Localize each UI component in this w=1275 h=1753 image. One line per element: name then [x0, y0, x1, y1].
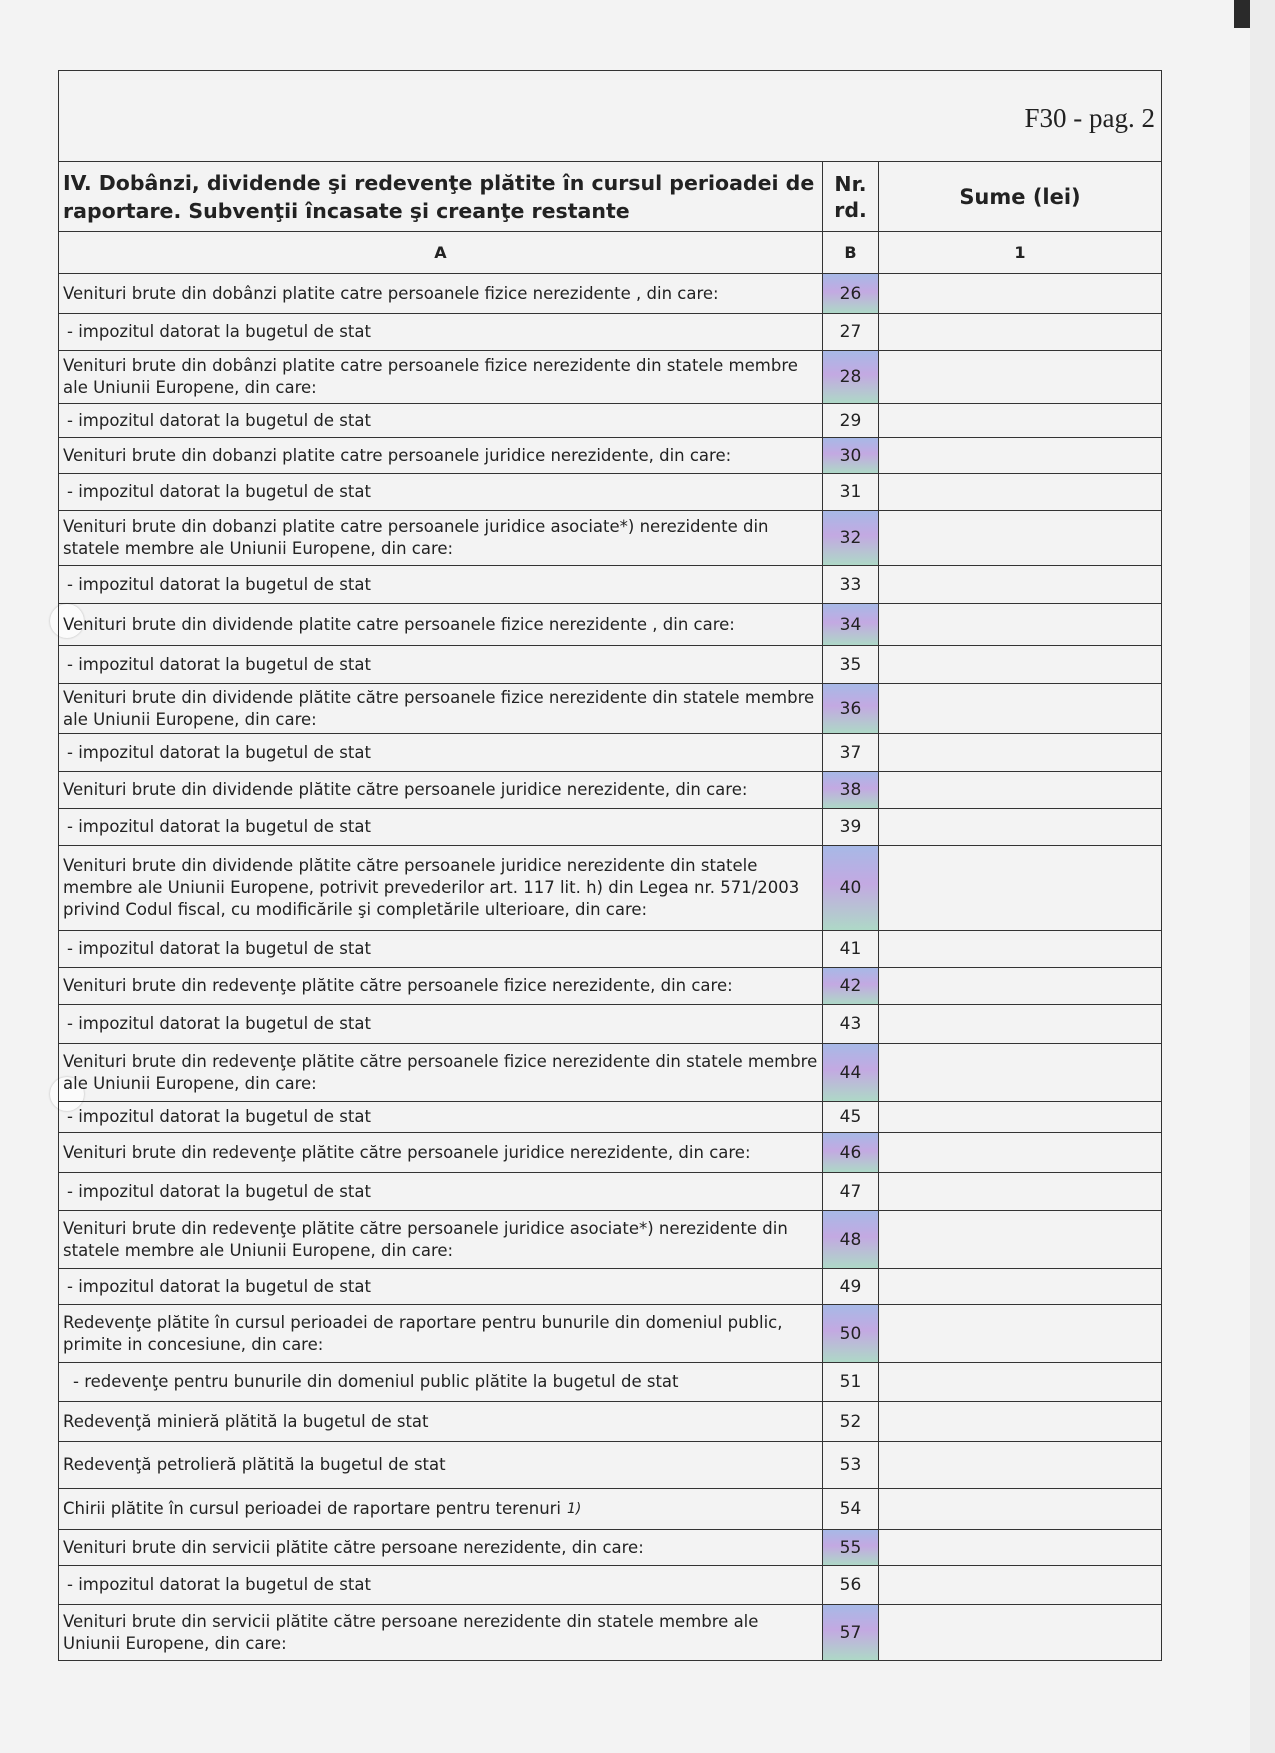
table-row	[59, 1211, 1161, 1269]
table-row	[59, 734, 1161, 772]
amount-cell[interactable]	[879, 314, 1161, 350]
amount-cell[interactable]	[879, 474, 1161, 510]
amount-cell[interactable]	[879, 511, 1161, 565]
row-label	[59, 809, 823, 845]
amount-cell[interactable]	[879, 566, 1161, 603]
row-label	[59, 1566, 823, 1604]
footnote-marker: 1)	[567, 1501, 582, 1517]
row-label-text: - impozitul datorat la bugetul de stat	[67, 1575, 371, 1594]
row-number: 52	[823, 1402, 879, 1441]
row-number: 33	[823, 566, 879, 603]
amount-cell[interactable]	[879, 351, 1161, 403]
table-row	[59, 1566, 1161, 1605]
row-label-text: Redevenţă minieră plătită la bugetul de stat	[63, 1411, 429, 1431]
row-label-text: - impozitul datorat la bugetul de stat	[67, 482, 371, 501]
sum-column-header: Sume (lei)	[959, 184, 1081, 209]
table-row	[59, 1305, 1161, 1363]
row-label	[59, 646, 823, 683]
row-label	[59, 1133, 823, 1172]
row-label-text: - impozitul datorat la bugetul de stat	[67, 654, 371, 674]
row-label	[59, 474, 823, 510]
row-number: 43	[823, 1005, 879, 1043]
column-letter-b: B	[823, 232, 879, 273]
row-number: 30	[823, 438, 879, 473]
form-f30-page	[58, 70, 1162, 1661]
amount-cell[interactable]	[879, 646, 1161, 683]
table-row	[59, 1269, 1161, 1305]
table-row	[59, 1489, 1161, 1530]
row-label-text: - impozitul datorat la bugetul de stat	[67, 1014, 371, 1033]
amount-cell[interactable]	[879, 1005, 1161, 1043]
table-row	[59, 1605, 1161, 1660]
row-label	[59, 1044, 823, 1101]
table-row	[59, 1102, 1161, 1133]
row-number: 56	[823, 1566, 879, 1604]
row-label	[59, 1605, 823, 1660]
row-number: 32	[823, 511, 879, 565]
row-number: 34	[823, 604, 879, 645]
column-letter-a: A	[59, 232, 823, 273]
form-header	[59, 71, 1161, 162]
table-row	[59, 474, 1161, 511]
row-label-text: Venituri brute din dividende platite catre persoanele fizice nerezidente , din care:	[63, 614, 735, 634]
table-row	[59, 1173, 1161, 1211]
row-number: 51	[823, 1363, 879, 1401]
row-label	[59, 274, 823, 313]
row-label-text: - impozitul datorat la bugetul de stat	[67, 322, 371, 341]
row-number: 42	[823, 968, 879, 1004]
row-number: 31	[823, 474, 879, 510]
row-number: 28	[823, 351, 879, 403]
amount-cell[interactable]	[879, 1044, 1161, 1101]
row-number: 27	[823, 314, 879, 350]
table-row	[59, 274, 1161, 314]
amount-cell[interactable]	[879, 1133, 1161, 1172]
row-label-text: - redevenţe pentru bunurile din domeniul public plătite la bugetul de stat	[73, 1372, 679, 1391]
row-label-text: - impozitul datorat la bugetul de stat	[67, 742, 371, 762]
row-label	[59, 734, 823, 771]
table-row	[59, 438, 1161, 474]
row-label-text: Venituri brute din dividende plătite către persoanele juridice nerezidente, din care:	[63, 780, 748, 799]
amount-cell[interactable]	[879, 684, 1161, 733]
section-title: IV. Dobânzi, dividende şi redevenţe plătite în cursul perioadei de raportare. Subvenţii încasate şi creanţe restante	[59, 162, 823, 231]
row-label-text: Venituri brute din redevenţe plătite către persoanele fizice nerezidente, din care:	[63, 976, 733, 995]
table-row	[59, 511, 1161, 566]
section-title-row	[59, 162, 1161, 232]
table-row	[59, 809, 1161, 846]
row-label-text: - impozitul datorat la bugetul de stat	[67, 939, 371, 958]
row-label-text: Venituri brute din dobânzi platite catre persoanele fizice nerezidente , din care:	[63, 283, 719, 303]
row-label	[59, 604, 823, 645]
table-row	[59, 604, 1161, 646]
table-row	[59, 646, 1161, 684]
amount-cell[interactable]	[879, 1566, 1161, 1604]
amount-cell[interactable]	[879, 809, 1161, 845]
row-label	[59, 404, 823, 437]
amount-cell[interactable]	[879, 1363, 1161, 1401]
row-number: 46	[823, 1133, 879, 1172]
row-label-text: Venituri brute din redevenţe plătite către persoanele fizice nerezidente din statele membre ale Uniunii Europene, din care:	[63, 1051, 818, 1093]
row-number: 49	[823, 1269, 879, 1304]
amount-cell[interactable]	[879, 931, 1161, 967]
row-label	[59, 1102, 823, 1132]
row-label	[59, 1173, 823, 1210]
row-number: 50	[823, 1305, 879, 1362]
row-label-text: Venituri brute din dobânzi platite catre persoanele fizice nerezidente din statele membre ale Uniunii Europene, din care:	[63, 356, 798, 397]
row-label-text: Venituri brute din dividende plătite către persoanele fizice nerezidente din statele membre ale Uniunii Europene, din care:	[63, 687, 815, 729]
row-label	[59, 314, 823, 350]
row-label	[59, 1269, 823, 1304]
row-label-text: - impozitul datorat la bugetul de stat	[67, 1107, 371, 1126]
row-label-text: Venituri brute din dividende plătite către persoanele juridice nerezidente din statele membre ale Uniunii Europene, potrivit prevederilor art. 117 lit. h) din Legea nr. 571/2003 privind Codul fiscal, cu modificările şi completările ulterioare, din care:	[63, 856, 800, 919]
row-number: 40	[823, 846, 879, 930]
row-label-text: Venituri brute din redevenţe plătite către persoanele juridice nerezidente, din care:	[63, 1142, 751, 1162]
row-label	[59, 1530, 823, 1565]
column-letters-row	[59, 232, 1161, 274]
amount-cell[interactable]	[879, 1102, 1161, 1132]
table-row	[59, 1442, 1161, 1489]
row-label-text: - impozitul datorat la bugetul de stat	[67, 1181, 371, 1201]
row-label-text: - impozitul datorat la bugetul de stat	[67, 410, 371, 430]
row-label-text: Venituri brute din redevenţe plătite către persoanele juridice asociate*) nerezidente din statele membre ale Uniunii Europene, din care:	[63, 1218, 788, 1260]
row-label	[59, 1305, 823, 1362]
table-row	[59, 404, 1161, 438]
amount-cell[interactable]	[879, 1442, 1161, 1488]
amount-cell[interactable]	[879, 274, 1161, 313]
nr-column-header: Nr. rd.	[823, 162, 879, 231]
table-row	[59, 1530, 1161, 1566]
amount-cell[interactable]	[879, 1402, 1161, 1441]
amount-cell[interactable]	[879, 1605, 1161, 1660]
amount-cell[interactable]	[879, 604, 1161, 645]
form-rows	[59, 274, 1161, 1660]
amount-cell[interactable]	[879, 404, 1161, 437]
row-number: 29	[823, 404, 879, 437]
row-label	[59, 1363, 823, 1401]
table-row	[59, 1402, 1161, 1442]
amount-cell[interactable]	[879, 1489, 1161, 1529]
row-label	[59, 1005, 823, 1043]
column-letter-1: 1	[1014, 243, 1026, 262]
table-row	[59, 351, 1161, 404]
row-number: 41	[823, 931, 879, 967]
row-label-text: - impozitul datorat la bugetul de stat	[67, 1276, 371, 1296]
amount-cell[interactable]	[879, 1305, 1161, 1362]
row-number: 38	[823, 772, 879, 808]
table-row	[59, 931, 1161, 968]
row-number: 57	[823, 1605, 879, 1660]
row-label-text: Venituri brute din dobanzi platite catre persoanele juridice asociate*) nerezidente din statele membre ale Uniunii Europene, din care:	[63, 517, 769, 558]
row-label-text: Venituri brute din dobanzi platite catre persoanele juridice nerezidente, din care:	[63, 445, 732, 465]
amount-cell[interactable]	[879, 734, 1161, 771]
table-row	[59, 1363, 1161, 1402]
row-label	[59, 684, 823, 733]
table-row	[59, 1005, 1161, 1044]
table-row	[59, 314, 1161, 351]
page-reference: F30 - pag. 2	[1024, 103, 1155, 133]
table-row	[59, 1133, 1161, 1173]
row-label	[59, 351, 823, 403]
table-row	[59, 566, 1161, 604]
row-label	[59, 968, 823, 1004]
row-label	[59, 1442, 823, 1488]
row-label	[59, 846, 823, 930]
row-number: 48	[823, 1211, 879, 1268]
scan-edge-mark	[1234, 0, 1250, 28]
row-number: 39	[823, 809, 879, 845]
row-label	[59, 438, 823, 473]
row-number: 44	[823, 1044, 879, 1101]
row-number: 53	[823, 1442, 879, 1488]
row-label-text: Redevenţe plătite în cursul perioadei de raportare pentru bunurile din domeniul public, primite in concesiune, din care:	[63, 1312, 783, 1354]
row-number: 35	[823, 646, 879, 683]
row-number: 37	[823, 734, 879, 771]
row-label	[59, 566, 823, 603]
amount-cell[interactable]	[879, 968, 1161, 1004]
row-label-text: Redevenţă petrolieră plătită la bugetul de stat	[63, 1455, 446, 1474]
row-label	[59, 1211, 823, 1268]
table-row	[59, 968, 1161, 1005]
row-label-text: Venituri brute din servicii plătite către persoane nerezidente, din care:	[63, 1537, 644, 1557]
row-label-text: Chirii plătite în cursul perioadei de raportare pentru terenuri	[63, 1499, 562, 1518]
row-label-text: - impozitul datorat la bugetul de stat	[67, 817, 371, 836]
table-row	[59, 772, 1161, 809]
amount-cell[interactable]	[879, 846, 1161, 930]
table-row	[59, 846, 1161, 931]
amount-cell[interactable]	[879, 1173, 1161, 1210]
row-label	[59, 511, 823, 565]
row-number: 54	[823, 1489, 879, 1529]
row-number: 55	[823, 1530, 879, 1565]
row-number: 45	[823, 1102, 879, 1132]
amount-cell[interactable]	[879, 772, 1161, 808]
amount-cell[interactable]	[879, 1269, 1161, 1304]
row-label-text: Venituri brute din servicii plătite către persoane nerezidente din statele membre ale Uniunii Europene, din care:	[63, 1611, 759, 1653]
row-label	[59, 931, 823, 967]
amount-cell[interactable]	[879, 1530, 1161, 1565]
row-number: 47	[823, 1173, 879, 1210]
amount-cell[interactable]	[879, 1211, 1161, 1268]
row-label-text: - impozitul datorat la bugetul de stat	[67, 574, 371, 594]
row-number: 26	[823, 274, 879, 313]
table-row	[59, 1044, 1161, 1102]
row-number: 36	[823, 684, 879, 733]
row-label	[59, 1489, 823, 1529]
row-label	[59, 772, 823, 808]
amount-cell[interactable]	[879, 438, 1161, 473]
row-label	[59, 1402, 823, 1441]
table-row	[59, 684, 1161, 734]
